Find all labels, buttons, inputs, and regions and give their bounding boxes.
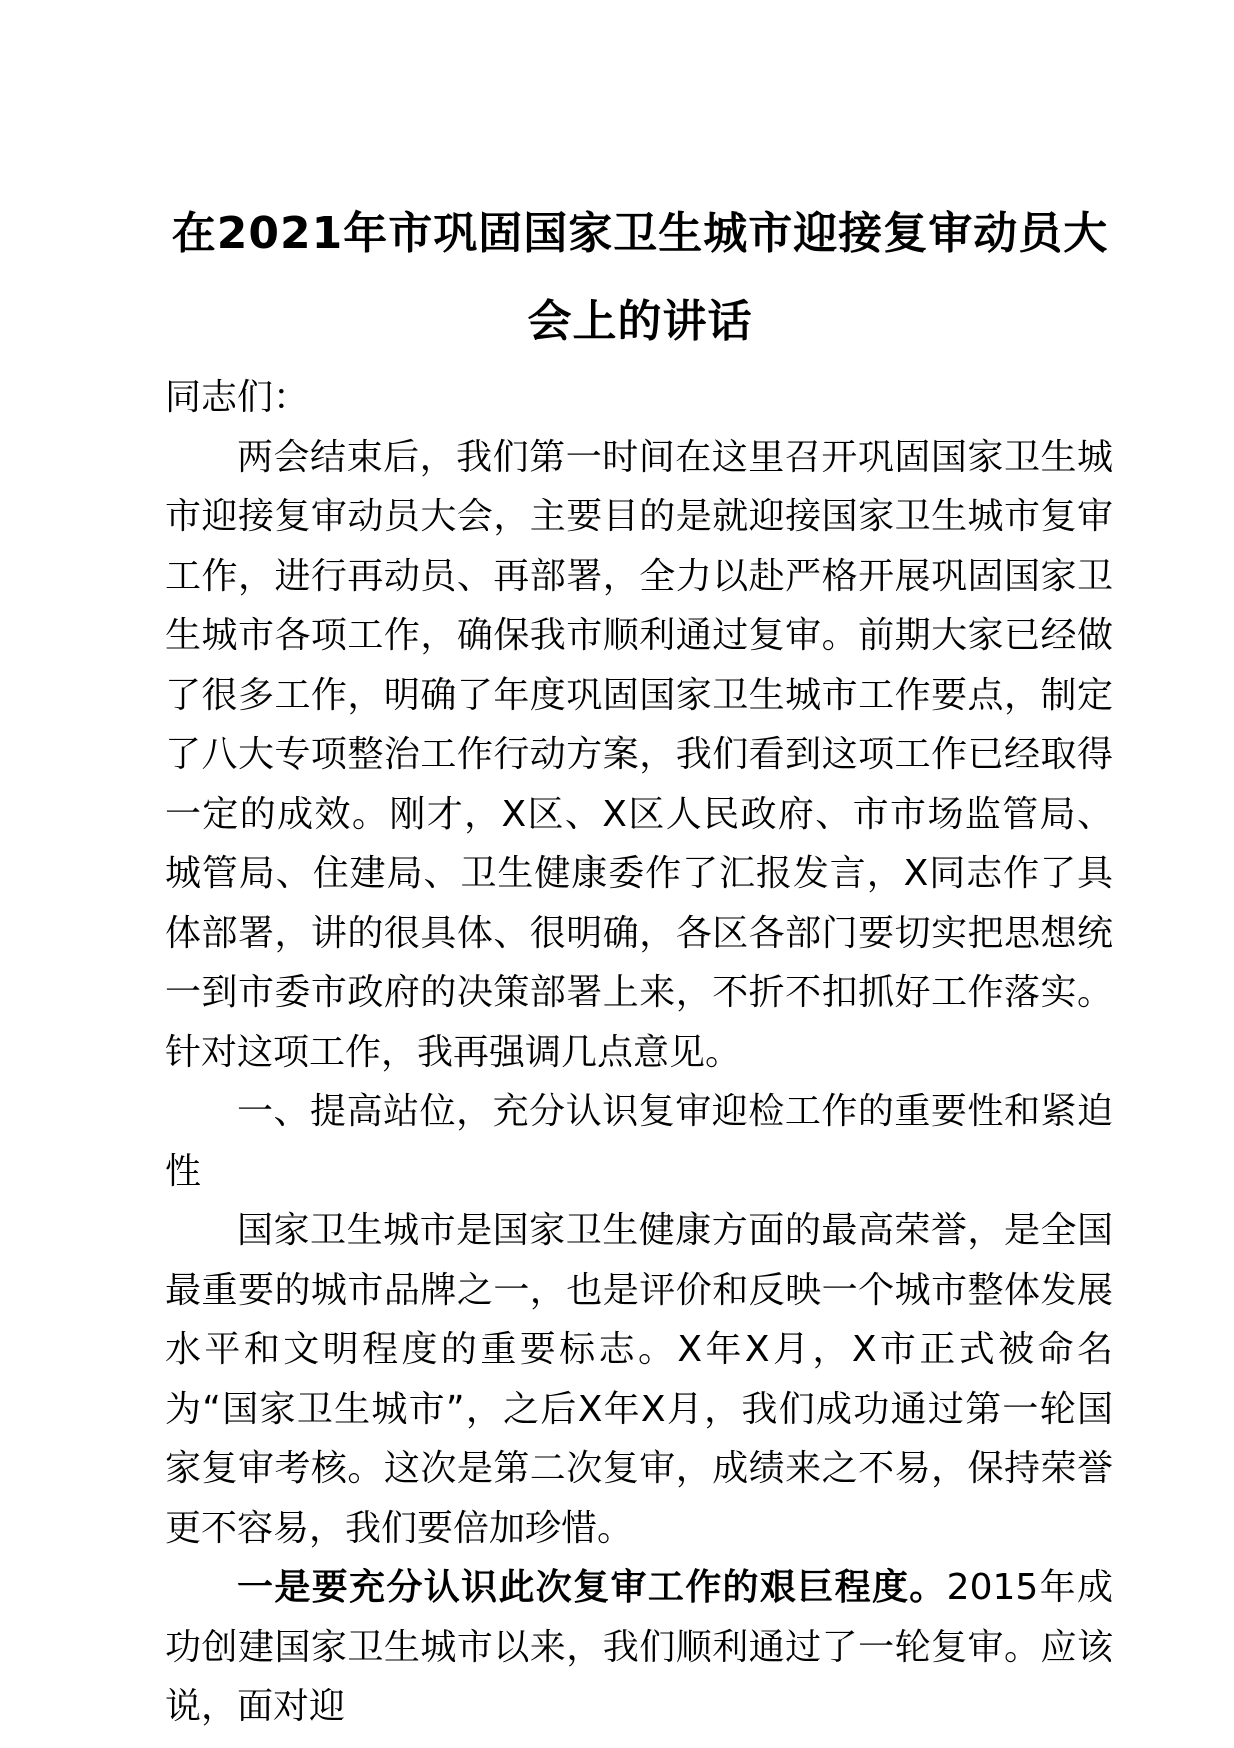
paragraph-opening: 两会结束后，我们第一时间在这里召开巩固国家卫生城市迎接复审动员大会，主要目的是就迎接国家卫生城市复审工作，进行再动员、再部署，全力以赴严格开展巩固国家卫生城市各项工作，确保我市顺利通过复审。前期大家已经做了很多工作，明确了年度巩固国家卫生城市工作要点，制定了八大专项整治工作行动方案，我们看到这项工作已经取得一定的成效。刚才，X区、X区人民政府、市市场监管局、城管局、住建局、卫生健康委作了汇报发言，X同志作了具体部署，讲的很具体、很明确，各区各部门要切实把思想统一到市委市政府的决策部署上来，不折不扣抓好工作落实。针对这项工作，我再强调几点意见。 <box>165 436 1113 1073</box>
document-title: 在2021年市巩固国家卫生城市迎接复审动员大会上的讲话 <box>171 208 1109 347</box>
document-body <box>165 368 1113 1737</box>
paragraph-honor: 国家卫生城市是国家卫生健康方面的最高荣誉，是全国最重要的城市品牌之一，也是评价和反映一个城市整体发展水平和文明程度的重要标志。X年X月，X市正式被命名为“国家卫生城市”，之后X年X月，我们成功通过第一轮国家复审考核。这次是第二次复审，成绩来之不易，保持荣誉更不容易，我们要倍加珍惜。 <box>165 1210 1113 1549</box>
paragraph-lead-text: 一是要充分认识此次复审工作的艰巨程度。 <box>237 1567 947 1608</box>
paragraph-point-one <box>165 1558 1113 1737</box>
paragraph-body-text: 2015年成功创建国家卫生城市以来，我们顺利通过了一轮复审。应该说，面对迎 <box>165 1567 1113 1727</box>
section-heading-1: 一、提高站位，充分认识复审迎检工作的重要性和紧迫性 <box>165 1091 1113 1192</box>
salutation: 同志们： <box>165 377 310 418</box>
